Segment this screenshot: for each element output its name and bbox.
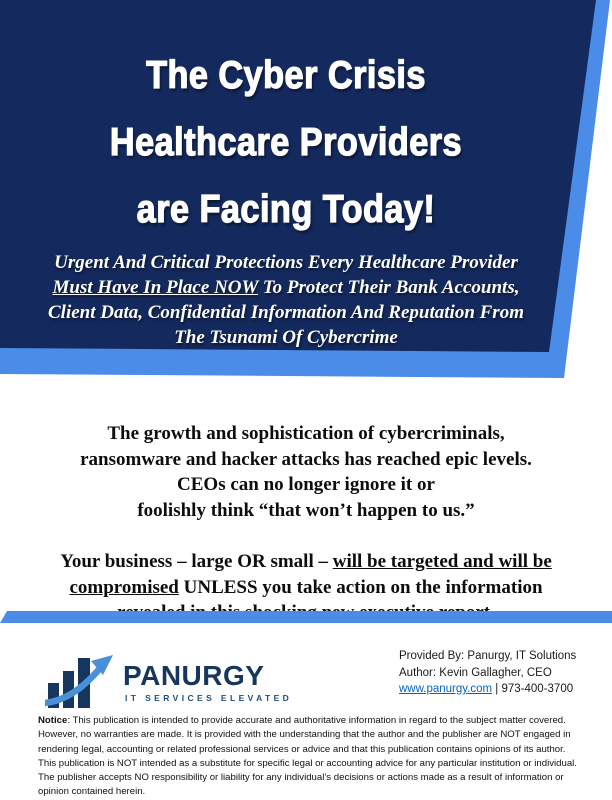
subtitle-line-3: Client Data, Confidential Information And Reputation From (48, 302, 524, 323)
warning-line-1 (0, 549, 612, 575)
subtitle-line-2 (0, 275, 572, 300)
phone-number: 973-400-3700 (501, 683, 574, 695)
footer-divider-bar (0, 611, 612, 623)
panurgy-logo (45, 653, 292, 711)
intro-paragraph (0, 421, 612, 523)
notice-text: : This publication is intended to provide accurate and authoritative information in regard to the subject matter covered. However, no warranties are made. It is provided with the understanding that the author and the publisher are NOT engaged in rendering legal, accounting or related professional services or advice and that this publication contains opinions of its author. This publication is NOT intended as a substitute for specific legal or accounting advice for any particular institution or individual. The publisher accepts NO responsibility or liability for any individual’s decisions or actions made as a result of information or opinion contained herein. (38, 715, 577, 798)
banner-subtitle (0, 250, 572, 350)
bar-chart-arrow-icon (45, 653, 117, 711)
intro-line-3: CEOs can no longer ignore it or (177, 474, 435, 495)
warning-line-1-prefix: Your business – large OR small – (60, 551, 333, 572)
warning-underlined-2: compromised (69, 576, 179, 598)
logo-tagline: IT SERVICES ELEVATED (125, 693, 293, 703)
title-line-2: Healthcare Providers (109, 121, 463, 164)
contact-separator: | (492, 683, 502, 695)
logo-text (123, 661, 292, 703)
provided-by-line: Provided By: Panurgy, IT Solutions (399, 650, 577, 662)
subtitle-line-1: Urgent And Critical Protections Every Healthcare Provider (54, 252, 518, 273)
subtitle-underlined-phrase: Must Have In Place NOW (52, 277, 259, 298)
notice-label: Notice (38, 715, 68, 726)
subtitle-line-4: The Tsunami Of Cybercrime (174, 327, 398, 348)
banner (0, 0, 572, 360)
page-title (0, 0, 572, 243)
title-line-3: are Facing Today! (136, 188, 436, 231)
intro-line-2: ransomware and hacker attacks has reached epic levels. (80, 448, 532, 470)
warning-underlined-1: will be targeted and will be (332, 551, 552, 572)
author-line: Author: Kevin Gallagher, CEO (399, 666, 552, 679)
legal-notice (38, 714, 582, 800)
executive-summary (0, 421, 612, 626)
logo-name: PANURGY (123, 660, 265, 691)
warning-line-2 (0, 575, 612, 601)
website-link[interactable]: www.panurgy.com (399, 683, 493, 695)
subtitle-line-2-rest: To Protect Their Bank Accounts, (258, 277, 520, 298)
title-line-1: The Cyber Crisis (146, 54, 426, 97)
intro-line-1: The growth and sophistication of cybercriminals, (107, 423, 505, 444)
intro-line-4: foolishly think “that won’t happen to us.” (137, 499, 475, 521)
provided-by-block (399, 648, 589, 698)
warning-line-2-rest: UNLESS you take action on the information (178, 576, 543, 598)
contact-line (399, 681, 589, 698)
